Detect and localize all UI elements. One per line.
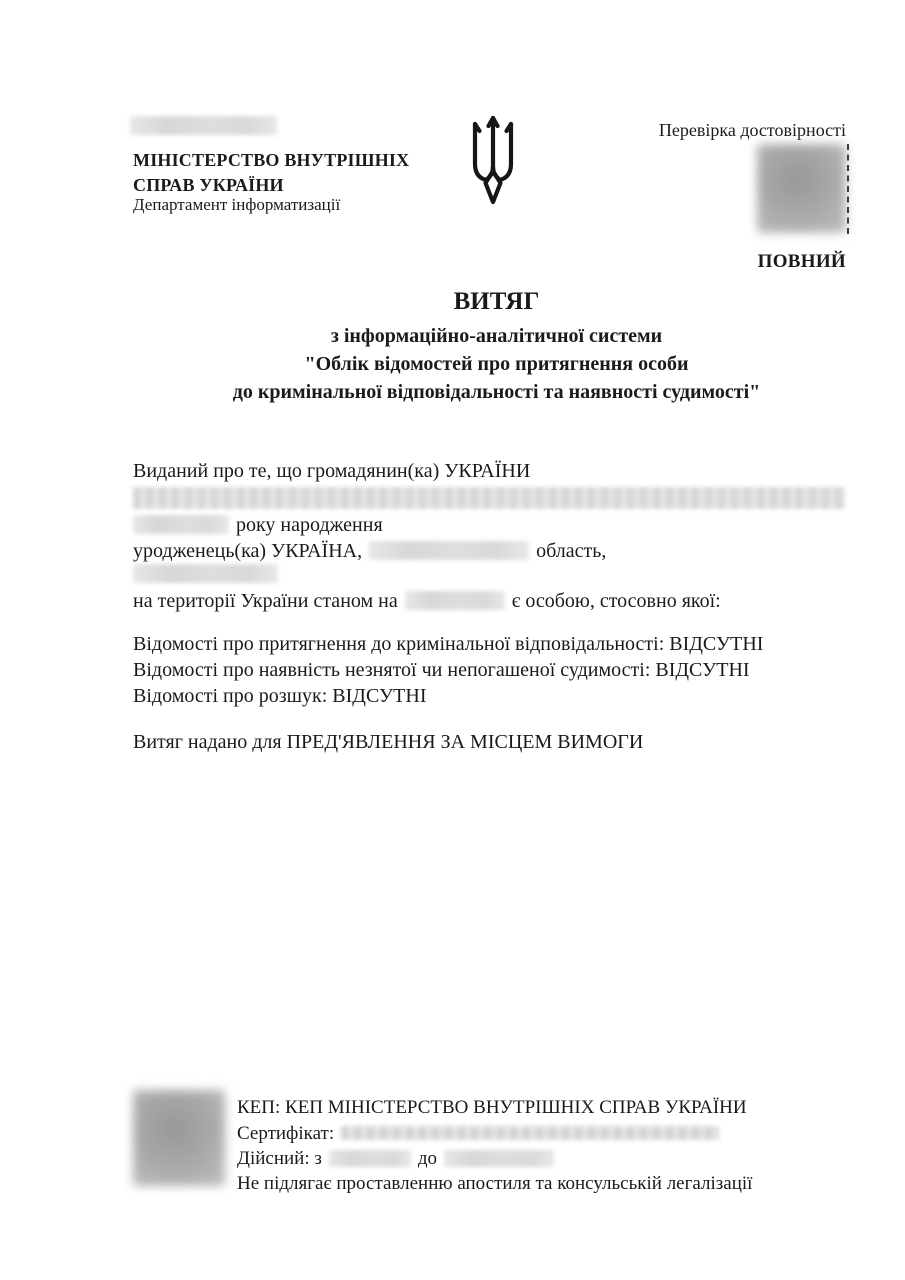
- verification-label: Перевірка достовірності: [658, 120, 846, 140]
- record-line-conviction: Відомості про наявність незнятої чи непогашеної судимості: ВІДСУТНІ: [133, 659, 750, 681]
- issued-line: Виданий про те, що громадянин(ка) УКРАЇНИ: [133, 460, 531, 482]
- valid-from-label: Дійсний: з: [237, 1148, 322, 1169]
- redacted-birth-city: [133, 564, 278, 583]
- status-date-line: [133, 588, 721, 614]
- department-name: Департамент інформатизації: [133, 195, 341, 214]
- kep-line: КЕП: КЕП МІНІСТЕРСТВО ВНУТРІШНІХ СПРАВ УКРАЇНИ: [237, 1097, 747, 1118]
- verification-qr-code: [757, 144, 846, 233]
- birth-year-line: [133, 512, 383, 538]
- title-subtitle-2: "Облік відомостей про притягнення особи: [304, 353, 689, 375]
- ukraine-trident-icon: [468, 114, 518, 206]
- redacted-person-name: [133, 487, 845, 509]
- validity-line: [237, 1146, 554, 1171]
- redacted-document-ref: [130, 116, 277, 135]
- valid-to-label: до: [417, 1148, 438, 1169]
- birthplace-suffix: область,: [536, 540, 607, 562]
- redacted-birth-year: [133, 515, 229, 534]
- redacted-valid-to-date: [444, 1150, 554, 1167]
- record-line-criminal: Відомості про притягнення до кримінальної відповідальності: ВІДСУТНІ: [133, 633, 764, 655]
- redacted-valid-from-date: [329, 1150, 411, 1167]
- redacted-birth-region: [369, 541, 529, 560]
- purpose-line: Витяг надано для ПРЕД'ЯВЛЕННЯ ЗА МІСЦЕМ ВИМОГИ: [133, 731, 644, 753]
- document-title: ВИТЯГ: [453, 288, 540, 315]
- cut-mark-dashed-line: [847, 144, 849, 234]
- birthplace-prefix: уродженець(ка) УКРАЇНА,: [133, 540, 363, 562]
- birthplace-line: [133, 538, 606, 564]
- record-line-wanted: Відомості про розшук: ВІДСУТНІ: [133, 685, 427, 707]
- certificate-line: [237, 1121, 719, 1146]
- redacted-certificate-number: [341, 1126, 719, 1140]
- title-subtitle-3: до кримінальної відповідальності та наявності судимості": [232, 381, 761, 403]
- birth-year-label: року народження: [236, 514, 383, 536]
- verification-status-badge: ПОВНИЙ: [757, 251, 846, 272]
- redacted-status-date: [405, 591, 505, 610]
- status-prefix: на території України станом на: [133, 590, 398, 612]
- status-suffix: є особою, стосовно якої:: [511, 590, 721, 612]
- apostille-line: Не підлягає проставленню апостиля та консульській легалізації: [237, 1173, 753, 1194]
- title-block: [133, 288, 860, 406]
- certificate-label: Сертифікат:: [237, 1123, 335, 1144]
- ministry-name-line1: МІНІСТЕРСТВО ВНУТРІШНІХ: [133, 150, 410, 170]
- ministry-name-line2: СПРАВ УКРАЇНИ: [133, 175, 284, 195]
- signature-qr-code: [133, 1090, 225, 1186]
- title-subtitle-1: з інформаційно-аналітичної системи: [330, 325, 663, 347]
